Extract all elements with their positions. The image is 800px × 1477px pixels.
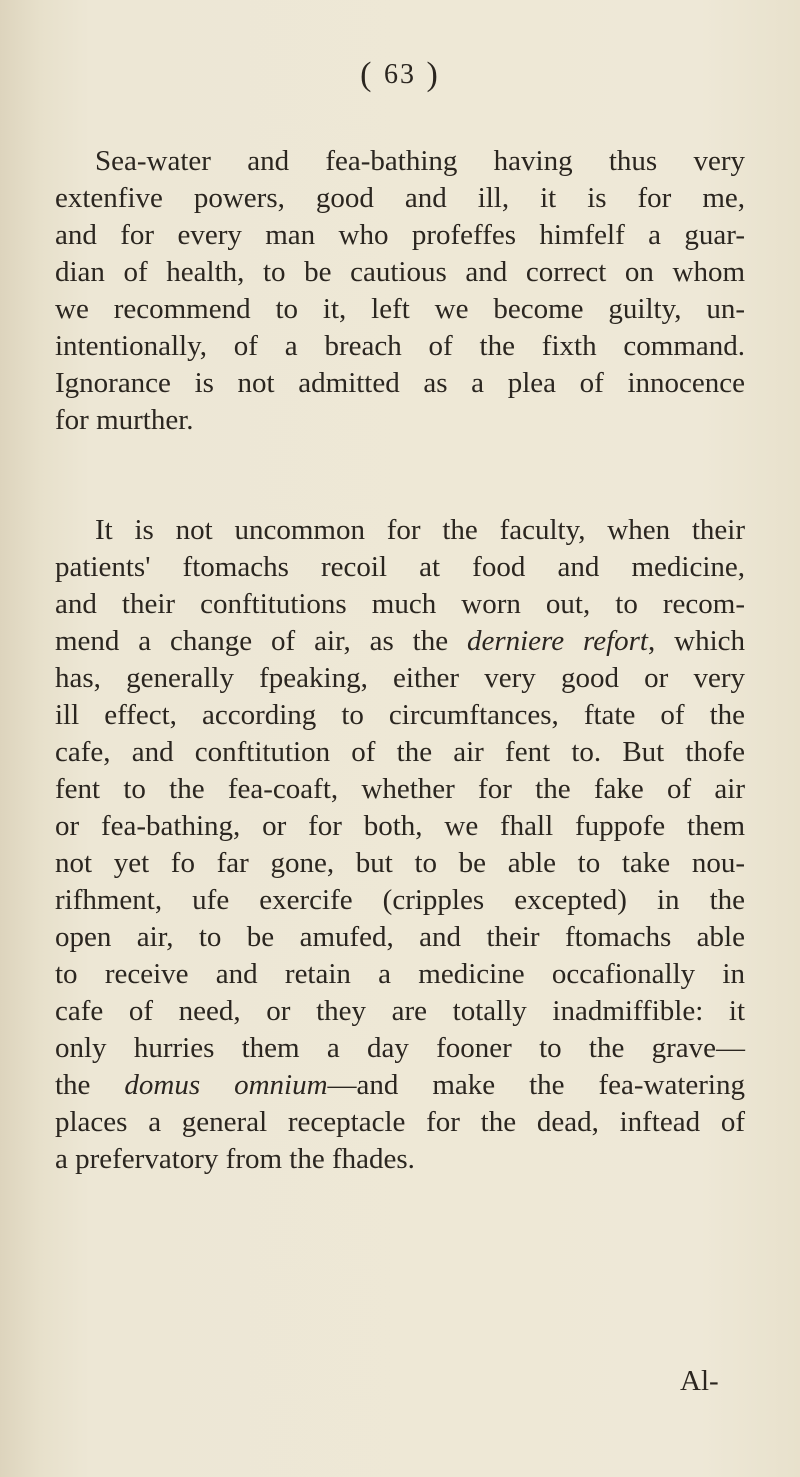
header-close-paren: ) (426, 56, 440, 93)
text-line: Ignorance is not admitted as a plea of innocence (55, 367, 745, 399)
text-line: we recommend to it, left we become guilty, un- (55, 293, 745, 325)
text-line: rifhment, ufe exercife (cripples excepted) in the (55, 884, 745, 916)
text-line: patients' ftomachs recoil at food and medicine, (55, 551, 745, 583)
text-line (55, 1067, 745, 1104)
text-line: only hurries them a day fooner to the grave— (55, 1032, 745, 1064)
text-segment: , which (648, 625, 745, 657)
text-line (55, 623, 745, 660)
text-line: and their conftitutions much worn out, to recom- (55, 588, 745, 620)
text-line: Sea-water and fea-bathing having thus very (95, 145, 745, 177)
text-line: places a general receptacle for the dead, inftead of (55, 1106, 745, 1138)
text-line: cafe, and conftitution of the air fent to. But thofe (55, 736, 745, 768)
text-line: extenfive powers, good and ill, it is for me, (55, 182, 745, 214)
page-header (0, 56, 800, 94)
catchword: Al- (680, 1365, 719, 1397)
text-line: not yet fo far gone, but to be able to take nou- (55, 847, 745, 879)
italic-phrase: derniere refort (466, 625, 648, 657)
text-line: and for every man who profeffes himfelf a guar- (55, 219, 745, 251)
text-line: It is not uncommon for the faculty, when their (95, 514, 745, 546)
text-segment: mend a change of air, as the (55, 625, 467, 657)
text-line: fent to the fea-coaft, whether for the fake of air (55, 773, 745, 805)
text-line: to receive and retain a medicine occafionally in (55, 958, 745, 990)
paragraph-change-of-air (55, 512, 745, 1178)
page-number: 63 (384, 59, 416, 90)
text-line: for murther. (55, 404, 194, 436)
text-line: dian of health, to be cautious and correct on whom (55, 256, 745, 288)
text-line: open air, to be amufed, and their ftomachs able (55, 921, 745, 953)
header-open-paren: ( (360, 56, 374, 93)
text-line: has, generally fpeaking, either very good or very (55, 662, 745, 694)
text-line: intentionally, of a breach of the fixth command. (55, 330, 745, 362)
text-line: a prefervatory from the fhades. (55, 1143, 415, 1175)
text-segment: —and make the fea-watering (327, 1069, 745, 1101)
text-line: cafe of need, or they are totally inadmiffible: it (55, 995, 745, 1027)
paragraph-sea-bathing (55, 143, 745, 439)
text-line: or fea-bathing, or for both, we fhall fuppofe them (55, 810, 745, 842)
text-line: ill effect, according to circumftances, ftate of the (55, 699, 745, 731)
text-segment: the (55, 1069, 125, 1101)
italic-phrase: domus omnium (124, 1069, 328, 1101)
